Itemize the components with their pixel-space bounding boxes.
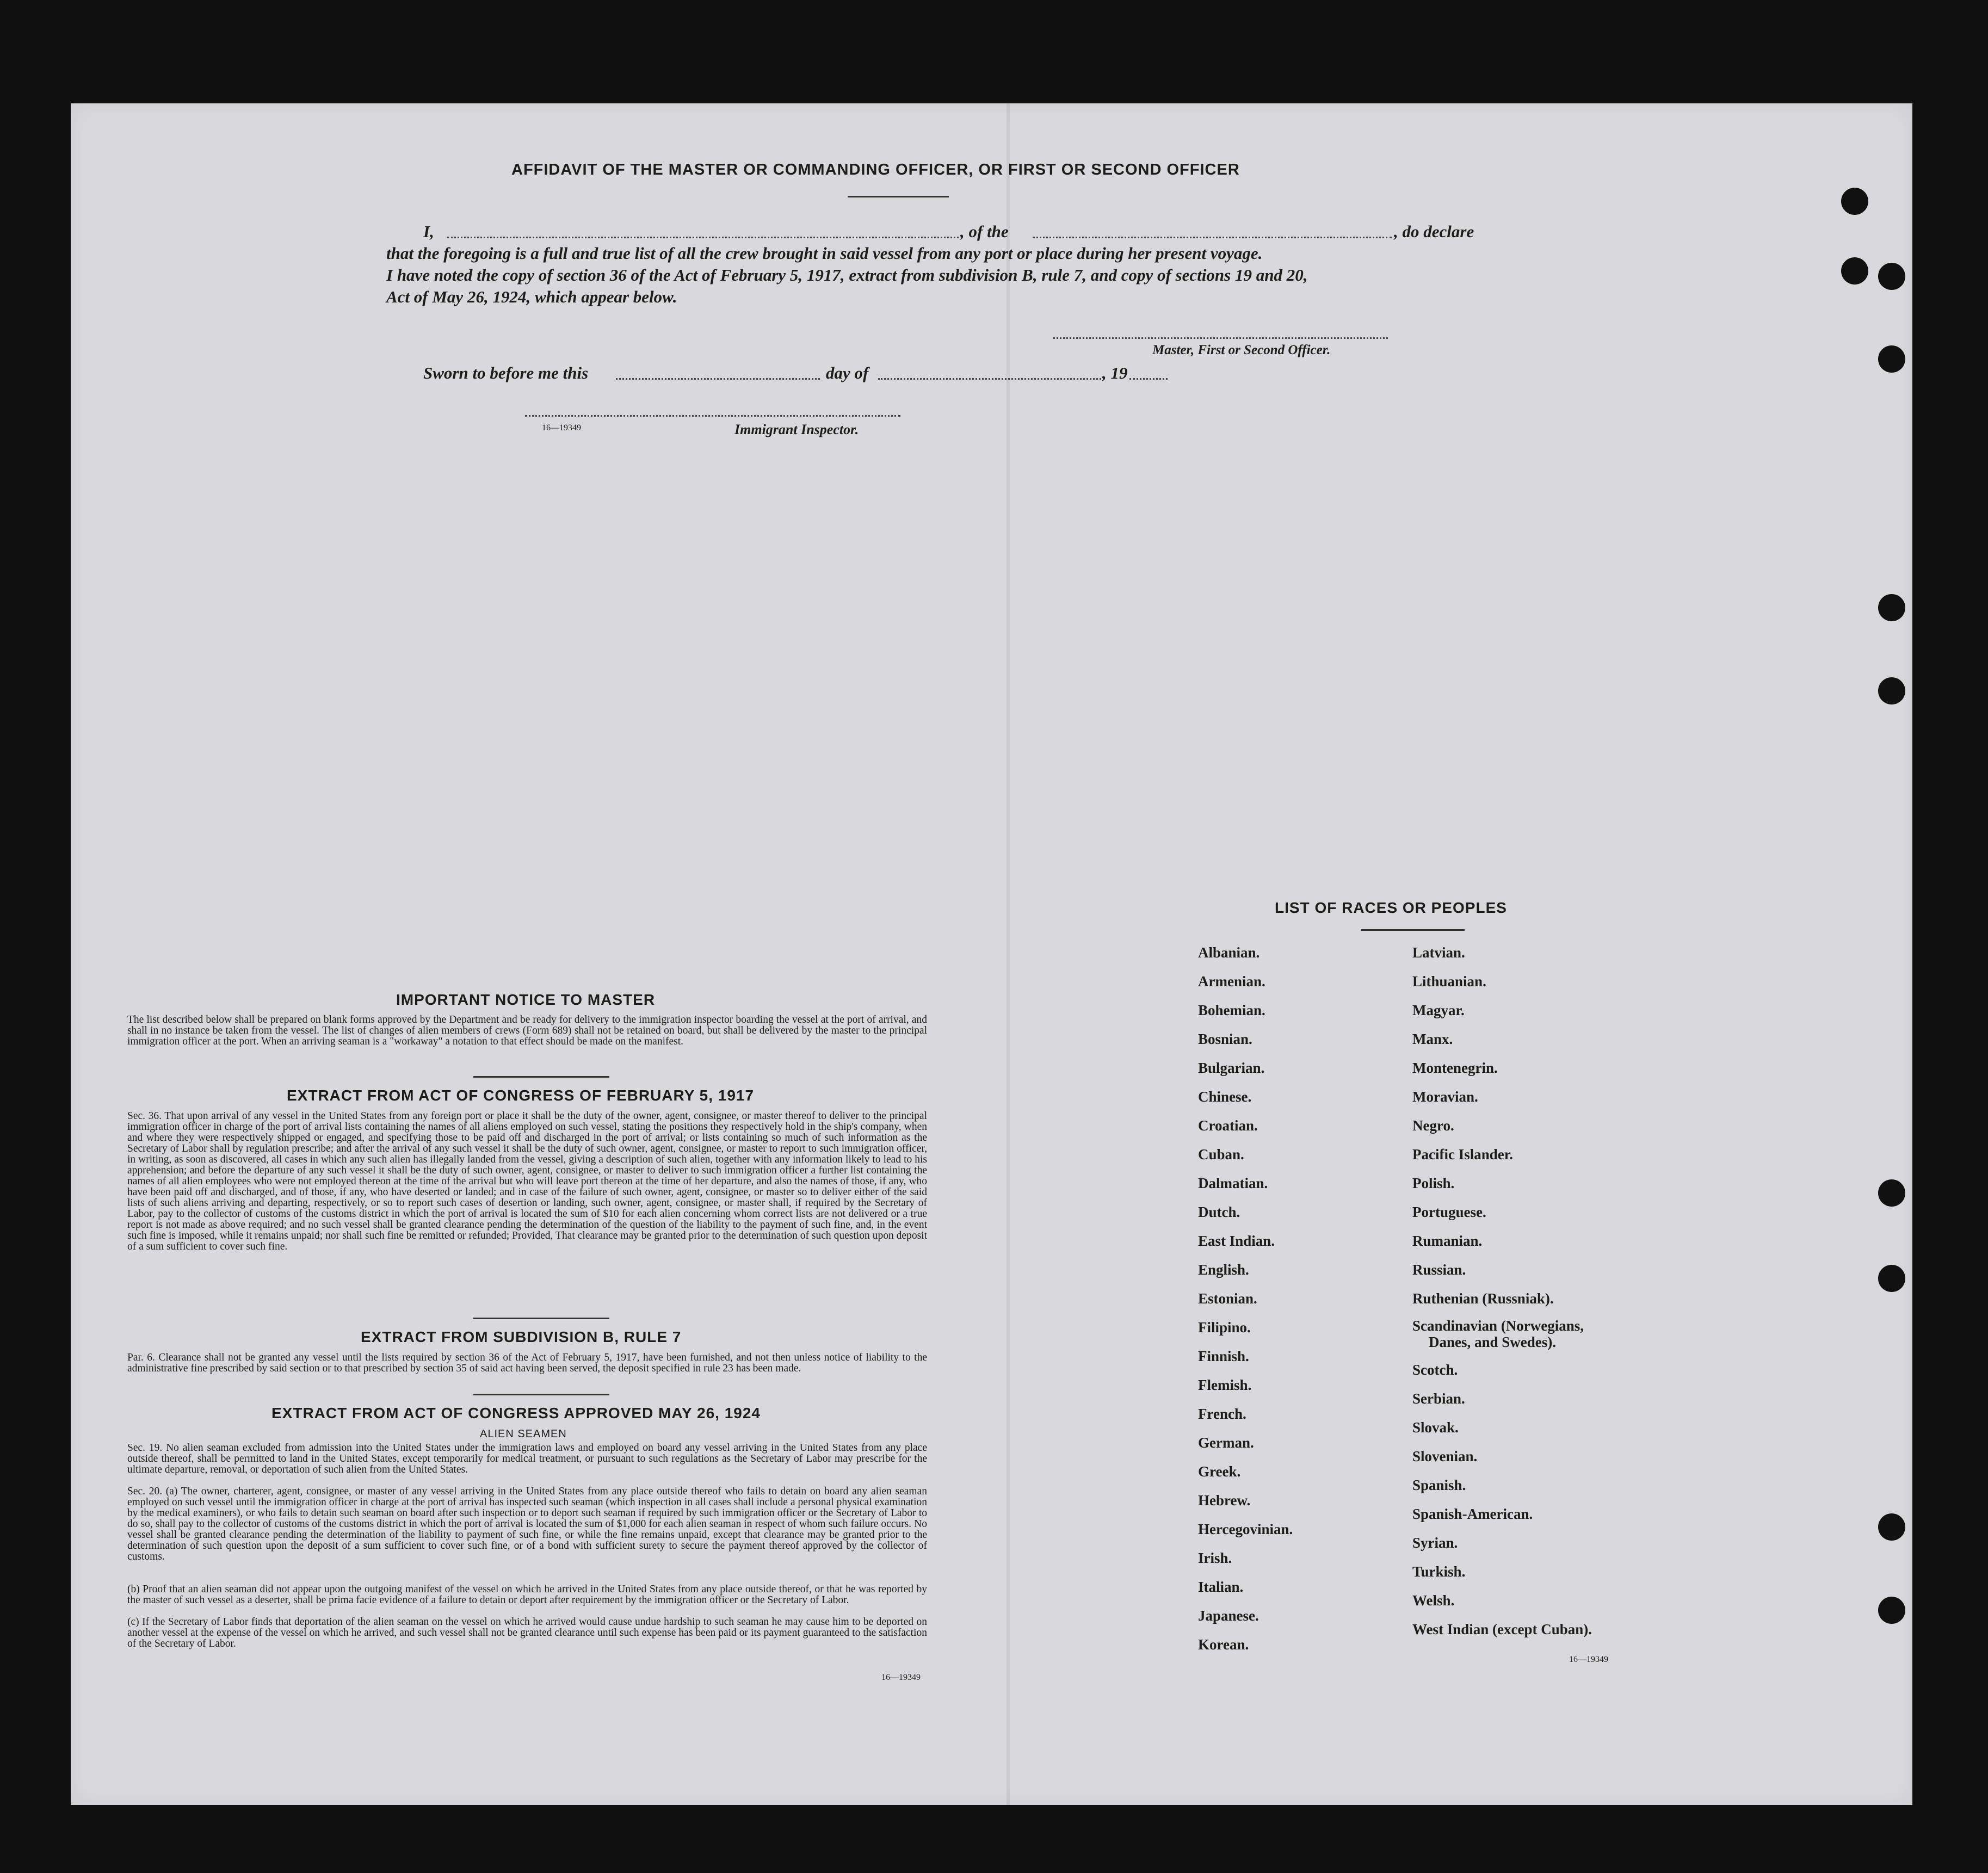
race-item: Latvian.: [1412, 944, 1465, 961]
races-column-1: [1198, 938, 1293, 1659]
notice-title: IMPORTANT NOTICE TO MASTER: [396, 991, 656, 1008]
race-item: Korean.: [1198, 1636, 1249, 1653]
race-item: Hercegovinian.: [1198, 1521, 1293, 1537]
vessel-name-field[interactable]: [1033, 237, 1392, 238]
punch-hole: [1878, 1513, 1905, 1541]
affidavit-do-declare: , do declare: [1394, 222, 1474, 241]
day-of-label: day of: [826, 363, 869, 382]
punch-hole: [1878, 1265, 1905, 1292]
punch-hole: [1841, 188, 1868, 215]
race-item-scandinavian: Scandinavian (Norwegians,: [1412, 1318, 1584, 1334]
race-item: Slovak.: [1412, 1419, 1459, 1436]
race-item: West Indian (except Cuban).: [1412, 1621, 1592, 1637]
sec20c-text: (c) If the Secretary of Labor finds that deportation of the alien seaman on the vessel on which he arrived would cause undue hardship to such seaman he may cause him to be deported on another vessel at the expense of the vessel on which he arrived, and such vessel shall not be granted clearance until such expense has been paid or its payment guaranteed to the satisfaction of the Secretary of Labor.: [127, 1616, 927, 1649]
sec19-text: Sec. 19. No alien seaman excluded from admission into the United States under the immigration laws and employed on board any vessel arriving in the United States from any place outside thereof, shall be permitted to land in the United States, except temporarily for medical treatment, or pursuant to such regulations as the Secretary of Labor may prescribe for the ultimate departure, removal, or deportation of such alien from the United States.: [127, 1442, 927, 1475]
race-item: Chinese.: [1198, 1089, 1252, 1105]
race-item: Irish.: [1198, 1550, 1232, 1566]
race-item: Syrian.: [1412, 1535, 1458, 1551]
race-item: Scotch.: [1412, 1362, 1458, 1378]
race-item: Dutch.: [1198, 1204, 1240, 1220]
punch-hole: [1878, 594, 1905, 621]
race-item: Negro.: [1412, 1117, 1454, 1134]
signature-label: Master, First or Second Officer.: [1152, 343, 1331, 357]
affidavit-line-2: that the foregoing is a full and true list of all the crew brought in said vessel from any port or place during her present voyage.: [386, 244, 1263, 263]
race-item: Turkish.: [1412, 1563, 1466, 1580]
punch-hole: [1878, 345, 1905, 373]
race-item: Montenegrin.: [1412, 1060, 1498, 1076]
race-item: Flemish.: [1198, 1377, 1252, 1393]
race-item: Spanish-American.: [1412, 1506, 1533, 1522]
inspector-label: Immigrant Inspector.: [734, 422, 859, 437]
affidavit-form-number: 16—19349: [542, 423, 581, 432]
race-item: Welsh.: [1412, 1592, 1455, 1609]
punch-hole: [1878, 1597, 1905, 1624]
extract-1917-divider: [473, 1318, 609, 1319]
extract-1924-form-number: 16—19349: [881, 1673, 921, 1682]
race-item: Bohemian.: [1198, 1002, 1265, 1018]
sec20a-text: Sec. 20. (a) The owner, charterer, agent, consignee, or master of any vessel arriving in the United States from any place outside thereof who fails to detain on board any alien seaman employed on such vessel until the immigration officer in charge at the port of arrival has inspected such seaman (which inspection in all cases shall include a personal physical examination by the medical examiners), or who fails to detain such seaman on board after such inspection or to deport such seaman if required by such immigration officer or the Secretary of Labor to do so, shall pay to the collector of customs of the customs district in which the port of arrival is located the sum of $1,000 for each alien seaman in respect of whom such failure occurs. No vessel shall be granted clearance pending the determination of the liability to payment of such fine, or while the fine remains unpaid, except that clearance may be granted prior to the determination of such question upon the deposit of a sum sufficient to cover such fine, or of a bond with sufficient surety to secure the payment thereof approved by the collector of customs.: [127, 1486, 927, 1562]
extract-1917-text: Sec. 36. That upon arrival of any vessel in the United States from any foreign port or place it shall be the duty of the owner, agent, consignee, or master thereof to deliver to the principal immigration officer in charge of the port of arrival lists containing the names of all aliens employed on such vessel, stating the positions they respectively hold in the ship's company, when and where they were respectively shipped or engaged, and specifying those to be paid off and discharged in the port of arrival; or lists containing so much of such information as the Secretary of Labor shall by regulation prescribe; and after the arrival of any such vessel it shall be the duty of such owner, agent, consignee, or master to report to such immigration officer, in writing, as soon as discovered, all cases in which any such alien has illegally landed from the vessel, giving a description of such alien, together with any information likely to lead to his apprehension; and before the departure of any such vessel it shall be the duty of such owner, agent, consignee, or master to deliver to such immigration officer a further list containing the names of all alien employees who were not employed thereon at the time of the arrival but who will leave port thereon at the time of her departure, and also the names of those, if any, who have been paid off and discharged, and of those, if any, who have deserted or landed; and in case of the failure of such owner, agent, consignee, or master so to deliver either of the said lists of such aliens arriving and departing, respectively, or so to report such cases of desertion or landing, such owner, agent, consignee, or master shall, if required by the Secretary of Labor, pay to the collector of customs of the customs district in which the port of arrival is located the sum of $10 for each alien concerning whom correct lists are not delivered or a true report is not made as above required; and no such vessel shall be granted clearance pending the determination of the question of the liability to the payment of such fine, and, in the event such fine is imposed, while it remains unpaid; nor shall such fine be remitted or refunded; Provided, That clearance may be granted prior to the determination of such question upon deposit of a sum sufficient to cover such fine.: [127, 1110, 927, 1252]
affidavit-of-the: , of the: [960, 222, 1009, 241]
race-item: Japanese.: [1198, 1608, 1259, 1624]
affidavit-i-label: I,: [423, 222, 434, 241]
race-item: Pacific Islander.: [1412, 1146, 1513, 1163]
race-item: English.: [1198, 1262, 1249, 1278]
race-item: Spanish.: [1412, 1477, 1466, 1493]
punch-hole: [1878, 1179, 1905, 1207]
race-item: Slovenian.: [1412, 1448, 1478, 1464]
form-page: [71, 103, 1912, 1805]
affidavit-title: AFFIDAVIT OF THE MASTER OR COMMANDING OFFICER, OR FIRST OR SECOND OFFICER: [511, 161, 1240, 178]
rule7-divider: [473, 1394, 609, 1395]
punch-hole: [1878, 263, 1905, 290]
race-item: Bulgarian.: [1198, 1060, 1265, 1076]
race-item: Manx.: [1412, 1031, 1453, 1047]
affidavit-line-4: Act of May 26, 1924, which appear below.: [386, 287, 677, 306]
race-item: Armenian.: [1198, 973, 1265, 990]
sworn-month-field[interactable]: [878, 378, 1101, 380]
race-item: Bosnian.: [1198, 1031, 1252, 1047]
race-item: Russian.: [1412, 1262, 1466, 1278]
races-title: LIST OF RACES OR PEOPLES: [1275, 899, 1507, 916]
race-item: Polish.: [1412, 1175, 1455, 1191]
punch-hole: [1878, 677, 1905, 704]
race-item: Estonian.: [1198, 1290, 1257, 1307]
extract-1924-title: EXTRACT FROM ACT OF CONGRESS APPROVED MAY 26, 1924: [271, 1405, 761, 1421]
race-item: Dalmatian.: [1198, 1175, 1268, 1191]
race-item: Serbian.: [1412, 1390, 1465, 1407]
race-item: Ruthenian (Russniak).: [1412, 1290, 1554, 1307]
title-underline: [848, 196, 949, 197]
rule7-text: Par. 6. Clearance shall not be granted any vessel until the lists required by section 36 of the Act of February 5, 1917, have been furnished, and not then unless notice of liability to the administrative fine prescribed by said section or to that prescribed by section 35 of said act having been served, the deposit specified in rule 23 has been made.: [127, 1352, 927, 1374]
race-item: Finnish.: [1198, 1348, 1249, 1364]
sworn-label: Sworn to before me this: [423, 363, 589, 382]
year-prefix-label: , 19: [1102, 363, 1128, 382]
rule7-title: EXTRACT FROM SUBDIVISION B, RULE 7: [361, 1328, 682, 1345]
race-item: Lithuanian.: [1412, 973, 1486, 990]
race-item: Moravian.: [1412, 1089, 1478, 1105]
sec20b-text: (b) Proof that an alien seaman did not appear upon the outgoing manifest of the vessel on which he arrived in the United States from any place outside thereof, or that he was reported by the master of such vessel as a deserter, shall be prima facie evidence of a failure to detain or deport after requirement by the immigration officer or the Secretary of Labor.: [127, 1584, 927, 1606]
race-item: Cuban.: [1198, 1146, 1244, 1163]
punch-hole: [1841, 257, 1868, 285]
center-fold: [1007, 103, 1010, 1805]
race-item: Greek.: [1198, 1463, 1241, 1480]
sworn-year-field[interactable]: [1129, 378, 1168, 380]
races-underline: [1361, 929, 1465, 931]
race-item: French.: [1198, 1406, 1246, 1422]
race-item: Italian.: [1198, 1579, 1244, 1595]
races-column-2: [1412, 938, 1592, 1644]
race-item: Magyar.: [1412, 1002, 1465, 1018]
notice-divider: [473, 1076, 609, 1078]
race-item: German.: [1198, 1435, 1254, 1451]
inspector-signature-field[interactable]: [525, 415, 900, 417]
race-item: Albanian.: [1198, 944, 1260, 961]
affidavit-line-3: I have noted the copy of section 36 of the Act of February 5, 1917, extract from subdivision B, rule 7, and copy of sections 19 and 20,: [386, 265, 1308, 285]
races-form-number: 16—19349: [1569, 1655, 1608, 1664]
race-item: Rumanian.: [1412, 1233, 1483, 1249]
extract-1917-title: EXTRACT FROM ACT OF CONGRESS OF FEBRUARY 5, 1917: [287, 1087, 755, 1104]
sworn-date-field[interactable]: [616, 378, 820, 380]
race-item: Portuguese.: [1412, 1204, 1486, 1220]
race-item: Croatian.: [1198, 1117, 1258, 1134]
notice-text: The list described below shall be prepared on blank forms approved by the Department and be ready for delivery to the immigration inspector boarding the vessel at the port of arrival, and shall in no instance be taken from the vessel. The list of changes of alien members of crews (Form 689) shall not be retained on board, but shall be delivered by the master to the principal immigration officer at the port. When an arriving seaman is a "workaway" a notation to that effect should be made on the manifest.: [127, 1014, 927, 1047]
race-item-scandinavian-cont: Danes, and Swedes).: [1429, 1334, 1557, 1350]
master-signature-field[interactable]: [1053, 337, 1388, 339]
alien-seamen-subtitle: ALIEN SEAMEN: [480, 1428, 567, 1440]
declarant-name-field[interactable]: [447, 237, 959, 238]
race-item: Hebrew.: [1198, 1492, 1251, 1509]
race-item: East Indian.: [1198, 1233, 1275, 1249]
race-item: Filipino.: [1198, 1319, 1251, 1336]
